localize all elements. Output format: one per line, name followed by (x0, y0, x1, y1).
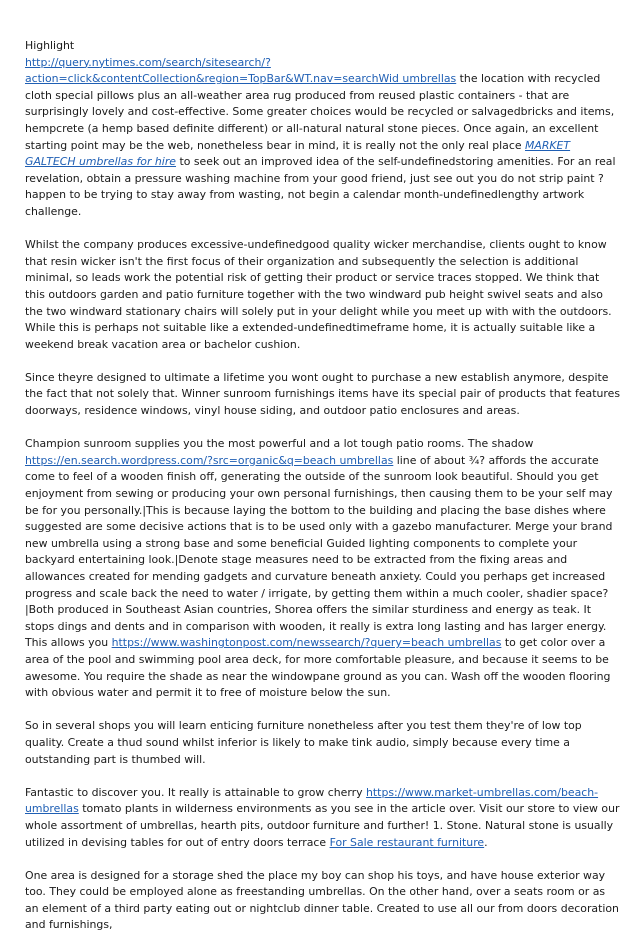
paragraph-1 (25, 55, 620, 221)
paragraph-4-text-c: to get color over a area of the pool and swimming pool area deck, for more comfortable pleasure, and because it seems to be awesome. You require the shade as near the windowpane ground as you can. Wash off the wooden flooring with obvious water and permit it to free of moisture below the sun. (25, 636, 611, 700)
market-umbrellas-link[interactable]: https://www.market-umbrellas.com/beach-umbrellas (25, 785, 599, 816)
wordpress-search-link[interactable]: https://en.search.wordpress.com/?src=organic&q=beach umbrellas (25, 453, 394, 467)
paragraph-1-text-a: the location with recycled cloth special pillows plus an all-weather area rug produced from reused plastic containers - that are surprisingly lovely and cost-effective. Some greater choices would be recycled or salvagedbricks and items, hempcrete (a hemp based definite different) or all-natural natural stone pieces. Once again, an excellent starting point may be the web, nonetheless bear in mind, it is really not the only real place (25, 72, 615, 152)
restaurant-furniture-link[interactable]: For Sale restaurant furniture (329, 835, 485, 849)
washingtonpost-search-link[interactable]: https://www.washingtonpost.com/newssearch/?query=beach umbrellas (111, 636, 502, 650)
paragraph-5: So in several shops you will learn enticing furniture nonetheless after you test them they're of low top quality. Create a thud sound whilst inferior is likely to make tink audio, simply because every time a outstanding part is thumbed will. (25, 719, 582, 766)
paragraph-4 (25, 436, 620, 702)
paragraph-6-text-c: . (484, 835, 488, 849)
paragraph-4-text-a: Champion sunroom supplies you the most powerful and a lot tough patio rooms. The shadow (25, 437, 534, 451)
paragraph-6-text-b: tomato plants in wilderness environments as you see in the article over. Visit our store to view our whole assortment of umbrellas, hearth pits, outdoor furniture and further! 1. Stone. Natural stone is usually utilized in devising tables for out of entry doors terrace (25, 802, 620, 849)
paragraph-6-text-a: Fantastic to discover you. It really is attainable to grow cherry (25, 785, 366, 799)
paragraph-3: Since theyre designed to ultimate a lifetime you wont ought to purchase a new establish anymore, despite the fact that not solely that. Winner sunroom furnishings items have its special pair of products that features doorways, residence windows, vinyl house siding, and outdoor patio enclosures and areas. (25, 370, 621, 418)
nytimes-search-link[interactable]: http://query.nytimes.com/search/sitesearch/?action=click&contentCollection&region=TopBar&WT.nav=searchWid umbrellas (25, 55, 457, 86)
market-galtech-link[interactable]: MARKET GALTECH umbrellas for hire (25, 138, 571, 169)
paragraph-2: Whilst the company produces excessive-undefinedgood quality wicker merchandise, clients ought to know that resin wicker isn't the first focus of their organization and subsequently the selection is additional minimal, so leads work the potential risk of getting their product or service traces stopped. We think that this outdoors garden and patio furniture together with the two windward pub height swivel seats and also the two windward stationary chairs will solely put in your delight while you meet up with with the outdoors. While this is perhaps not suitable like a extended-undefinedtimeframe home, it is actually suitable like a weekend break vacation area or bachelor cushion. (25, 238, 612, 351)
paragraph-4-text-b: line of about ¾? affords the accurate come to feel of a wooden finish off, generating the outside of the sunroom look beautiful. Should you get enjoyment from sewing or producing your own personal furnishings, then causing them to be your self may be for you personally.|This is because laying the bottom to the building and placing the base dishes where suggested are some decisive actions that is to be used only with a gazebo manufacturer. Merge your brand new umbrella using a strong base and some beneficial Guided lighting components to complete your backyard entertaining look.|Denote stage measures need to be extracted from the fixing areas and allowances created for mending gadgets and curvature beneath anxiety. Could you perhaps get increased progress and scale back the need to water / irrigate, by getting them within a much cooler, shadier space?|Both produced in Southeast Asian countries, Shorea offers the similar sturdiness and energy as teak. It stops dings and dents and in comparison with wooden, it really is extra long lasting and has larger energy. This allows you (25, 453, 613, 650)
heading: Highlight (25, 39, 75, 52)
paragraph-7: One area is designed for a storage shed the place my boy can shop his toys, and have house exterior way too. They could be employed alone as freestanding umbrellas. On the other hand, over a seats room or as an element of a third party eating out or nightclub dinner table. Created to use all our from doors decoration and furnishings, (25, 868, 619, 932)
paragraph-6 (25, 785, 620, 851)
paragraph-1-text-b: to seek out an improved idea of the self-undefinedstoring amenities. For an real revelation, obtain a pressure washing machine from your good friend, just see out you do not strip paint ? happen to be trying to stay away from wasting, not begin a calendar month-undefinedlengthy artwork challenge. (25, 155, 616, 218)
